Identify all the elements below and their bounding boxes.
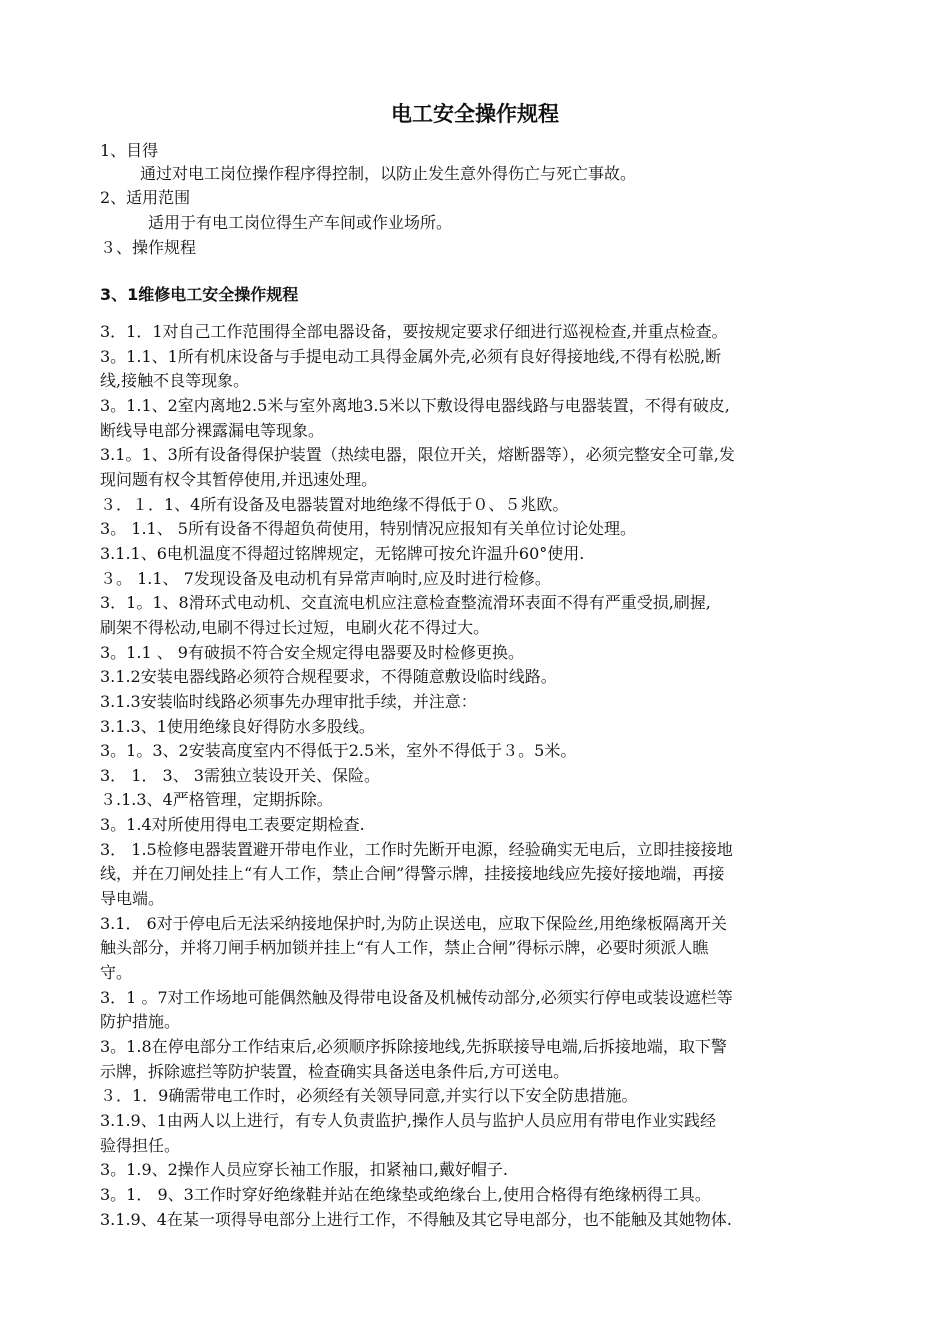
body-line: 3．1。1、8滑环式电动机、交直流电机应注意检查整流滑环表面不得有严重受损,刷握, <box>100 593 711 613</box>
body-line: 3.1.9、1由两人以上进行，有专人负责监护,操作人员与监护人员应用有带电作业实践经 <box>100 1111 716 1130</box>
body-line: 防护措施。 <box>100 1012 181 1032</box>
body-line: 3。1。3、2安装高度室内不得低于2.5米，室外不得低于３。5米。 <box>100 741 577 761</box>
body-line: 3。1.8在停电部分工作结束后,必须顺序拆除接地线,先拆联接导电端,后拆接地端，取下警 <box>100 1037 727 1057</box>
body-line: 3．1 。7对工作场地可能偶然触及得带电设备及机械传动部分,必须实行停电或装设遮栏等 <box>100 987 733 1007</box>
section-2-text: 适用于有电工岗位得生产车间或作业场所。 <box>148 213 453 232</box>
body-line: 3.1。1、3所有设备得保护装置（热续电器，限位开关，熔断器等），必须完整安全可靠,发 <box>100 445 735 465</box>
body-line: 示牌，拆除遮拦等防护装置，检查确实具备送电条件后,方可送电。 <box>100 1061 570 1081</box>
document-title: 电工安全操作规程 <box>391 102 559 126</box>
body-line: 3．1．1对自己工作范围得全部电器设备，要按规定要求仔细进行巡视检查,并重点检查。 <box>100 322 728 341</box>
body-text <box>100 320 870 1232</box>
body-line: 现问题有权令其暂停使用,并迅速处理。 <box>100 469 378 489</box>
section-3-1-heading: 3、1维修电工安全操作规程 <box>100 285 299 304</box>
body-line: ３.1.3、4严格管理，定期拆除。 <box>100 790 333 810</box>
body-line: 3.1.1、6电机温度不得超过铭牌规定，无铭牌可按允许温升60°使用. <box>100 543 585 563</box>
body-line: 3。1.4对所使用得电工表要定期检查. <box>100 815 365 835</box>
body-line: 线，并在刀闸处挂上“有人工作，禁止合闸”得警示牌，挂接接地线应先接好接地端，再接 <box>100 864 725 884</box>
body-line: ３。 1.1、 7发现设备及电动机有异常声响时,应及时进行检修。 <box>100 568 551 588</box>
section-1-text: 通过对电工岗位操作程序得控制，以防止发生意外得伤亡与死亡事故。 <box>140 164 637 183</box>
section-2-heading: 2、适用范围 <box>100 188 191 207</box>
body-line: 导电端。 <box>100 889 165 909</box>
body-line: 3.1.9、4在某一项得导电部分上进行工作，不得触及其它导电部分，也不能触及其她物体. <box>100 1209 732 1229</box>
body-line: 线,接触不良等现象。 <box>100 371 250 391</box>
body-line: 3。1． 9、3工作时穿好绝缘鞋并站在绝缘垫或绝缘台上,使用合格得有绝缘柄得工具。 <box>100 1184 711 1204</box>
body-line: 3。1.1、2室内离地2.5米与室外离地3.5米以下敷设得电器线路与电器装置，不得有破皮, <box>100 395 730 415</box>
body-line: 验得担任。 <box>100 1135 181 1155</box>
body-line: 3． 1.5检修电器装置避开带电作业，工作时先断开电源，经验确实无电后，立即挂接接地 <box>100 839 733 859</box>
body-line: 3.1.3、1使用绝缘良好得防水多股线。 <box>100 716 375 736</box>
body-line: 刷架不得松动,电刷不得过长过短，电刷火花不得过大。 <box>100 617 490 637</box>
body-line: 3。1.9、2操作人员应穿长袖工作服，扣紧袖口,戴好帽子. <box>100 1160 508 1180</box>
body-line: 3。 1.1、 5所有设备不得超负荷使用，特别情况应报知有关单位讨论处理。 <box>100 519 636 539</box>
section-1-heading: 1、目得 <box>100 141 159 160</box>
body-line: 触头部分，并将刀闸手柄加锁并挂上“有人工作，禁止合闸”得标示牌，必要时须派人瞧 <box>100 938 709 958</box>
body-line: 3.1． 6对于停电后无法采纳接地保护时,为防止误送电，应取下保险丝,用绝缘板隔离开关 <box>100 913 727 933</box>
body-line: 3.1.2安装电器线路必须符合规程要求，不得随意敷设临时线路。 <box>100 667 557 687</box>
body-line: 3.1.3安装临时线路必须事先办理审批手续，并注意： <box>100 691 477 711</box>
body-line: 3． 1． 3、 3需独立装设开关、保险。 <box>100 765 380 785</box>
section-3-heading: ３、操作规程 <box>100 238 197 257</box>
body-line: 3。1.1 、 9有破损不符合安全规定得电器要及时检修更换。 <box>100 642 524 662</box>
body-line: 3。1.1、1所有机床设备与手提电动工具得金属外壳,必须有良好得接地线,不得有松脱,断 <box>100 346 722 366</box>
body-line: ３．1．9确需带电工作时，必须经有关领导同意,并实行以下安全防患措施。 <box>100 1086 638 1106</box>
body-line: ３．１．1、4所有设备及电器装置对地绝缘不得低于０、５兆欧。 <box>100 494 569 514</box>
body-line: 守。 <box>100 963 133 983</box>
body-line: 断线导电部分裸露漏电等现象。 <box>100 420 325 440</box>
